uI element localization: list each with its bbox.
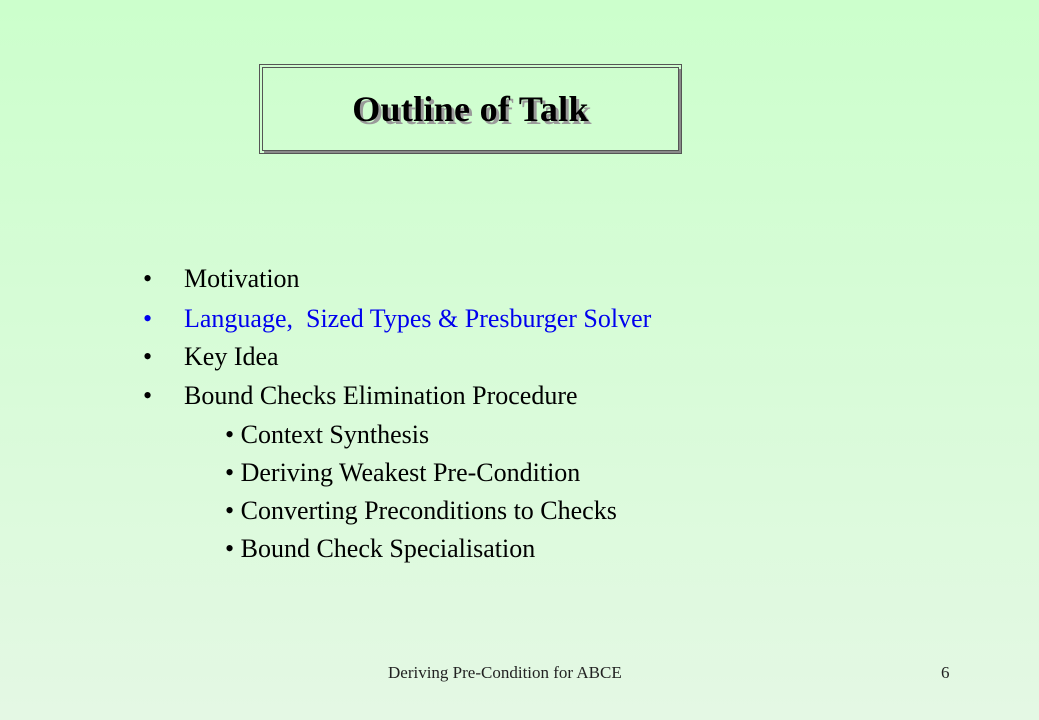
title-box [262, 67, 679, 151]
bullet-text: Bound Checks Elimination Procedure [184, 381, 578, 410]
slide-footer: Deriving Pre-Condition for ABCE [388, 663, 622, 682]
bullet-marker: • [143, 342, 153, 371]
bullet-marker: • [143, 304, 153, 333]
bullet-text: Language, Sized Types & Presburger Solver [184, 304, 652, 333]
page-number: 6 [941, 663, 950, 682]
sub-bullet-bound-check-specialisation: • Bound Check Specialisation [225, 534, 536, 563]
sub-bullet-weakest-precondition: • Deriving Weakest Pre-Condition [225, 458, 581, 487]
sub-bullet-converting-preconditions: • Converting Preconditions to Checks [225, 496, 617, 525]
bullet-text: Key Idea [184, 342, 279, 371]
bullet-marker: • [143, 381, 153, 410]
bullet-text: Motivation [184, 264, 300, 293]
slide-title: Outline of Talk [352, 89, 589, 129]
bullet-marker: • [143, 264, 153, 293]
sub-bullet-context-synthesis: • Context Synthesis [225, 420, 430, 449]
